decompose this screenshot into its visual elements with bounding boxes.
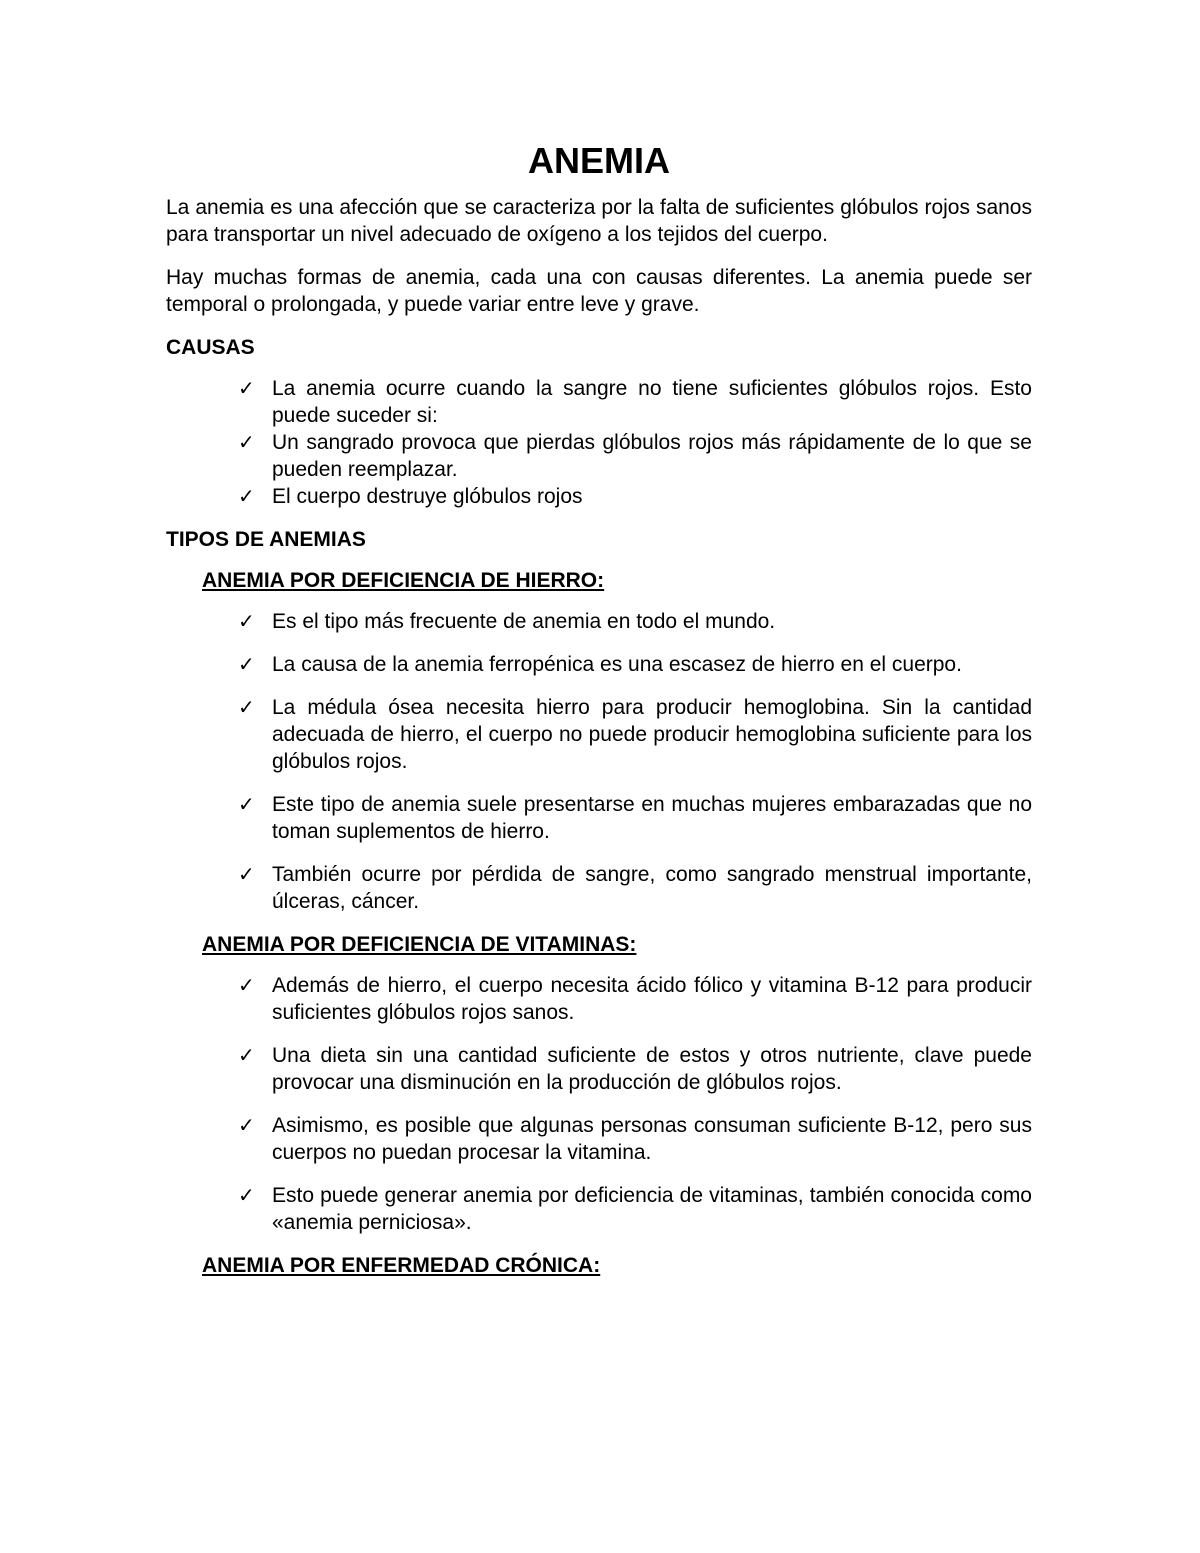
check-icon: ✓ xyxy=(238,792,255,816)
document-page xyxy=(166,140,1032,1293)
check-icon: ✓ xyxy=(238,376,255,400)
vitamin-deficiency-list xyxy=(166,972,1032,1236)
page-title: ANEMIA xyxy=(528,140,670,181)
list-item-text: Una dieta sin una cantidad suficiente de estos y otros nutriente, clave puede provocar una disminución en la producción de glóbulos rojos. xyxy=(272,1044,1032,1094)
list-item-text: La anemia ocurre cuando la sangre no tiene suficientes glóbulos rojos. Esto puede suceder si: xyxy=(272,377,1032,427)
causes-list xyxy=(166,375,1032,510)
list-item xyxy=(166,694,1032,775)
iron-deficiency-list xyxy=(166,608,1032,915)
list-item xyxy=(166,972,1032,1026)
list-item-text: Esto puede generar anemia por deficiencia de vitaminas, también conocida como «anemia perniciosa». xyxy=(272,1184,1032,1234)
list-item-text: Asimismo, es posible que algunas personas consuman suficiente B-12, pero sus cuerpos no puedan procesar la vitamina. xyxy=(272,1114,1032,1164)
list-item xyxy=(166,1112,1032,1166)
list-item xyxy=(166,1042,1032,1096)
chronic-disease-heading: ANEMIA POR ENFERMEDAD CRÓNICA: xyxy=(202,1254,601,1277)
intro-paragraph-2: Hay muchas formas de anemia, cada una con causas diferentes. La anemia puede ser temporal o prolongada, y puede variar entre leve y grave. xyxy=(166,266,1032,316)
iron-deficiency-heading: ANEMIA POR DEFICIENCIA DE HIERRO: xyxy=(202,569,605,592)
list-item-text: La causa de la anemia ferropénica es una escasez de hierro en el cuerpo. xyxy=(272,653,962,676)
intro-paragraph-1: La anemia es una afección que se caracteriza por la falta de suficientes glóbulos rojos sanos para transportar un nivel adecuado de oxígeno a los tejidos del cuerpo. xyxy=(166,196,1032,246)
check-icon: ✓ xyxy=(238,652,255,676)
list-item-text: El cuerpo destruye glóbulos rojos xyxy=(272,485,583,508)
check-icon: ✓ xyxy=(238,973,255,997)
types-heading: TIPOS DE ANEMIAS xyxy=(166,528,366,551)
check-icon: ✓ xyxy=(238,1113,255,1137)
list-item xyxy=(166,375,1032,429)
list-item xyxy=(166,429,1032,483)
check-icon: ✓ xyxy=(238,1183,255,1207)
check-icon: ✓ xyxy=(238,1043,255,1067)
list-item-text: La médula ósea necesita hierro para producir hemoglobina. Sin la cantidad adecuada de hierro, el cuerpo no puede producir hemoglobina suficiente para los glóbulos rojos. xyxy=(272,696,1032,773)
vitamin-deficiency-heading: ANEMIA POR DEFICIENCIA DE VITAMINAS: xyxy=(202,933,637,956)
list-item xyxy=(166,483,1032,510)
list-item xyxy=(166,861,1032,915)
list-item-text: También ocurre por pérdida de sangre, como sangrado menstrual importante, úlceras, cáncer. xyxy=(272,863,1032,913)
check-icon: ✓ xyxy=(238,695,255,719)
list-item-text: Además de hierro, el cuerpo necesita ácido fólico y vitamina B-12 para producir suficientes glóbulos rojos sanos. xyxy=(272,974,1032,1024)
causes-heading: CAUSAS xyxy=(166,336,255,359)
list-item-text: Un sangrado provoca que pierdas glóbulos rojos más rápidamente de lo que se pueden reemplazar. xyxy=(272,431,1032,481)
list-item xyxy=(166,651,1032,678)
check-icon: ✓ xyxy=(238,862,255,886)
list-item xyxy=(166,791,1032,845)
check-icon: ✓ xyxy=(238,609,255,633)
list-item xyxy=(166,608,1032,635)
check-icon: ✓ xyxy=(238,484,255,508)
check-icon: ✓ xyxy=(238,430,255,454)
list-item-text: Este tipo de anemia suele presentarse en muchas mujeres embarazadas que no toman suplementos de hierro. xyxy=(272,793,1032,843)
list-item-text: Es el tipo más frecuente de anemia en todo el mundo. xyxy=(272,610,776,633)
list-item xyxy=(166,1182,1032,1236)
